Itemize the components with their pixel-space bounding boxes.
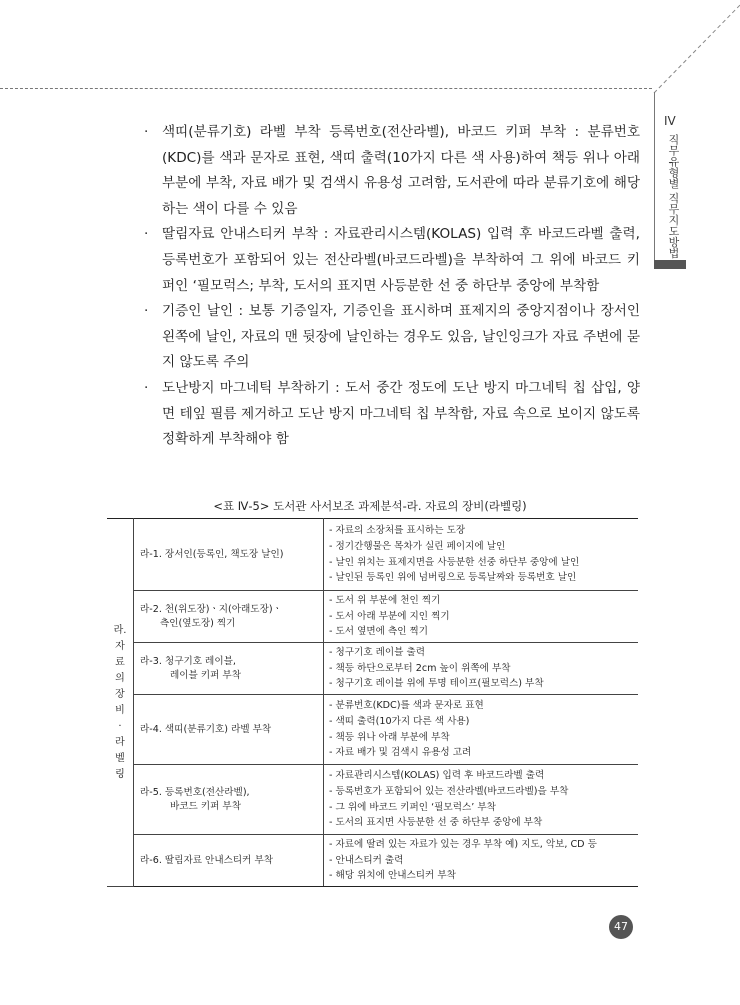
chapter-side-bar xyxy=(654,260,686,269)
description-cell: - 자료에 딸려 있는 자료가 있는 경우 부착 예) 지도, 악보, CD 등 - 안내스티커 출력 - 해당 위치에 안내스티커 부착 xyxy=(324,835,639,887)
bullet-item: · 색띠(분류기호) 라벨 부착 등록번호(전산라벨), 바코드 키퍼 부착 : 분류번호(KDC)를 색과 문자로 표현, 색띠 출력(10가지 다른 색 사용)하여 책등 위나 아래 부분에 부착, 자료 배가 및 검색시 유용성 고려함, 도서관에 따라 분류기호에 해당하는 색이 다를 수 있음 xyxy=(144,124,640,217)
task-cell: 라-3. 청구기호 레이블, 레이블 키퍼 부착 xyxy=(134,643,324,695)
task-cell: 라-2. 천(위도장)ㆍ지(아래도장)ㆍ 측인(옆도장) 찍기 xyxy=(134,591,324,643)
table-row xyxy=(107,835,638,887)
bullet-item: · 도난방지 마그네틱 부착하기 : 도서 중간 정도에 도난 방지 마그네틱 칩 삽입, 양면 테잎 필름 제거하고 도난 방지 마그네틱 칩 부착함, 자료 속으로 보이지 않도록 정확하게 부착해야 함 xyxy=(144,379,640,448)
description-cell: - 자료의 소장처를 표시하는 도장 - 정기간행물은 목차가 실린 페이지에 날인 - 날인 위치는 표제지면을 사등분한 선중 하단부 중앙에 날인 - 날인된 등록인 위에 넘버링으로 등록날짜와 등록번호 날인 xyxy=(324,519,639,591)
task-analysis-table xyxy=(107,518,638,887)
category-cell xyxy=(107,519,134,887)
header-dashed-rule xyxy=(0,88,652,89)
table-row xyxy=(107,643,638,695)
task-cell: 라-5. 등록번호(전산라벨), 바코드 키퍼 부착 xyxy=(134,765,324,835)
page-number-badge: 47 xyxy=(609,915,633,939)
description-cell: - 도서 위 부분에 천인 찍기 - 도서 아래 부분에 지인 찍기 - 도서 옆면에 측인 찍기 xyxy=(324,591,639,643)
category-label: 라. 자 료 의 장 비 · 라 벨 링 xyxy=(113,624,127,780)
bullet-item: · 기증인 날인 : 보통 기증일자, 기증인을 표시하며 표제지의 중앙지점이나 장서인 왼쪽에 날인, 자료의 맨 뒷장에 날인하는 경우도 있음, 날인잉크가 자료 주변에 묻지 않도록 주의 xyxy=(144,303,640,371)
task-cell: 라-1. 장서인(등록인, 책도장 날인) xyxy=(134,519,324,591)
table-row xyxy=(107,519,638,591)
bullet-list xyxy=(144,120,640,453)
chapter-number: IV xyxy=(664,114,676,128)
table-caption: <표 Ⅳ-5> 도서관 사서보조 과제분석-라. 자료의 장비(라벨링) xyxy=(213,499,527,513)
table-row xyxy=(107,765,638,835)
description-cell: - 청구기호 레이블 출력 - 책등 하단으로부터 2cm 높이 위쪽에 부착 - 청구기호 레이블 위에 투명 테이프(필모럭스) 부착 xyxy=(324,643,639,695)
bullet-item: · 딸림자료 안내스티커 부착 : 자료관리시스템(KOLAS) 입력 후 바코드라벨 출력, 등록번호가 포함되어 있는 전산라벨(바코드라벨)을 부착하여 그 위에 바코드 키퍼인 ‘필모럭스; 부착, 도서의 표지면 사등분한 선 중 하단부 중앙에 부착함 xyxy=(144,226,640,294)
task-cell: 라-4. 색띠(분류기호) 라벨 부착 xyxy=(134,695,324,765)
table-row xyxy=(107,591,638,643)
description-cell: - 분류번호(KDC)를 색과 문자로 표현 - 색띠 출력(10가지 다른 색 사용) - 책등 위나 아래 부분에 부착 - 자료 배가 및 검색시 유용성 고려 xyxy=(324,695,639,765)
corner-diagonal-line xyxy=(650,0,740,95)
table-row xyxy=(107,695,638,765)
chapter-side-title: 직무유형별 직무지도방법 xyxy=(667,134,680,259)
task-cell: 라-6. 딸림자료 안내스티커 부착 xyxy=(134,835,324,887)
description-cell: - 자료관리시스템(KOLAS) 입력 후 바코드라벨 출력 - 등록번호가 포함되어 있는 전산라벨(바코드라벨)을 부착 - 그 위에 바코드 키퍼인 ‘필모럭스’ 부착 - 도서의 표지면 사등분한 선 중 하단부 중앙에 부착 xyxy=(324,765,639,835)
